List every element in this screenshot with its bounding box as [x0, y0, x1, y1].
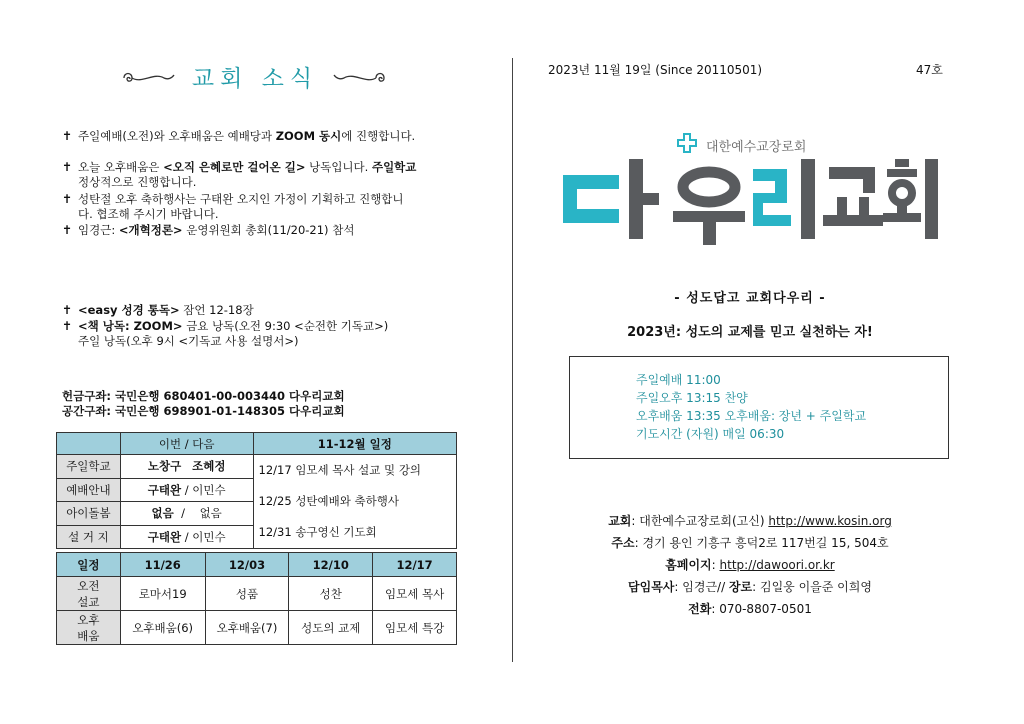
sermon-header-label: 일정 [57, 553, 121, 577]
service-item: 오후배움 13:35 오후배움: 장년 + 주일학교 [636, 409, 867, 423]
news-item: ✝ 오늘 오후배움은 <오직 은혜로만 걸어온 길> 낭독입니다. 주일학교 정상적으로 진행합니다. [62, 160, 417, 189]
sermon-row-label: 오전 설교 [57, 577, 121, 611]
news-title [120, 60, 390, 96]
sermon-table [56, 552, 457, 645]
service-item: 주일오후 13:15 찬양 [636, 391, 748, 405]
schedule-item: 12/17 임모세 목사 설교 및 강의 [258, 463, 422, 477]
church-motto: - 성도답고 교회다우리 - [674, 291, 826, 306]
church-info-line: 교회: 대한예수교장로회(고신) http://www.kosin.org [608, 514, 892, 528]
sermon-cell: 오후배움(7) [205, 611, 289, 645]
service-schedule [636, 371, 866, 443]
issue-number: 47호 [916, 63, 943, 77]
sermon-cell: 성도의 교제 [289, 611, 373, 645]
denomination-name: 대한예수교장로회 [706, 140, 807, 155]
duty-names: 노창구 조혜정 [120, 455, 253, 479]
schedule-item: 12/25 성탄예배와 축하행사 [258, 494, 399, 508]
duty-names: 구태완 / 이민수 [120, 525, 253, 549]
cross-bullet-icon: ✝ [62, 160, 73, 174]
duty-label: 설 거 지 [57, 525, 121, 549]
duty-table [56, 432, 457, 549]
pastor-line: 담임목사: 임경근// 장로: 김일웅 이을준 이희영 [628, 580, 872, 594]
cross-bullet-icon: ✝ [62, 192, 73, 206]
scroll-ornament-right-icon [332, 70, 388, 86]
schedule-list [253, 455, 456, 549]
denomination-cross-icon [676, 132, 698, 154]
cross-bullet-icon: ✝ [62, 319, 73, 333]
service-item: 주일예배 11:00 [636, 373, 721, 387]
duty-names: 없음 / 없음 [120, 502, 253, 526]
homepage-line: 홈페이지: http://dawoori.or.kr [665, 558, 835, 572]
this-next-header: 이번 / 다음 [120, 433, 253, 455]
news-item: ✝ 임경근: <개혁정론> 운영위원회 총회(11/20-21) 참석 [62, 223, 355, 237]
year-theme: 2023년: 성도의 교제를 믿고 실천하는 자! [627, 325, 873, 340]
duty-label: 아이돌봄 [57, 502, 121, 526]
sermon-cell: 성품 [205, 577, 289, 611]
sermon-date: 12/03 [205, 553, 289, 577]
sermon-cell: 오후배움(6) [120, 611, 205, 645]
homepage-link[interactable]: http://dawoori.or.kr [719, 558, 835, 572]
sermon-date: 12/10 [289, 553, 373, 577]
sermon-row-label: 오후 배움 [57, 611, 121, 645]
sermon-date: 11/26 [120, 553, 205, 577]
schedule-header: 11-12월 일정 [253, 433, 456, 455]
cross-bullet-icon: ✝ [62, 223, 73, 237]
address-line: 주소: 경기 용인 기흥구 흥덕2로 117번길 15, 504호 [611, 536, 889, 550]
church-logo [561, 157, 941, 249]
service-schedule-box [569, 356, 949, 459]
sermon-cell: 성찬 [289, 577, 373, 611]
issue-date: 2023년 11월 19일 (Since 20110501) [548, 63, 763, 77]
reading-item: ✝ <책 낭독: ZOOM> 금요 낭독(오전 9:30 <순전한 기독교>) 주일 낭독(오후 9시 <기독교 사용 설명서>) [62, 319, 389, 348]
page-title: 교회 소식 [191, 66, 319, 92]
page-divider [512, 58, 513, 662]
scroll-ornament-left-icon [120, 70, 176, 86]
sermon-date: 12/17 [373, 553, 457, 577]
phone-line: 전화: 070-8807-0501 [688, 602, 812, 616]
duty-label: 주일학교 [57, 455, 121, 479]
sermon-cell: 로마서19 [120, 577, 205, 611]
sermon-cell: 임모세 목사 [373, 577, 457, 611]
duty-label: 예배안내 [57, 478, 121, 502]
church-info [560, 510, 940, 620]
service-item: 기도시간 (자원) 매일 06:30 [636, 427, 785, 441]
duty-names: 구태완 / 이민수 [120, 478, 253, 502]
cross-bullet-icon: ✝ [62, 303, 73, 317]
news-item: ✝ 주일예배(오전)와 오후배움은 예배당과 ZOOM 동시에 진행합니다. [62, 129, 416, 143]
schedule-item: 12/31 송구영신 기도회 [258, 525, 377, 539]
offering-account: 헌금구좌: 국민은행 680401-00-003440 다우리교회 [62, 389, 345, 403]
cross-bullet-icon: ✝ [62, 129, 73, 143]
news-item: ✝ 성탄절 오후 축하행사는 구태완 오지인 가정이 기획하고 진행합니 다. 협조해 주시기 바랍니다. [62, 192, 404, 221]
space-account: 공간구좌: 국민은행 698901-01-148305 다우리교회 [62, 404, 345, 418]
reading-item: ✝ <easy 성경 통독> 잠언 12-18장 [62, 303, 254, 317]
kosin-link[interactable]: http://www.kosin.org [768, 514, 892, 528]
sermon-cell: 임모세 특강 [373, 611, 457, 645]
duty-table-corner [57, 433, 121, 455]
